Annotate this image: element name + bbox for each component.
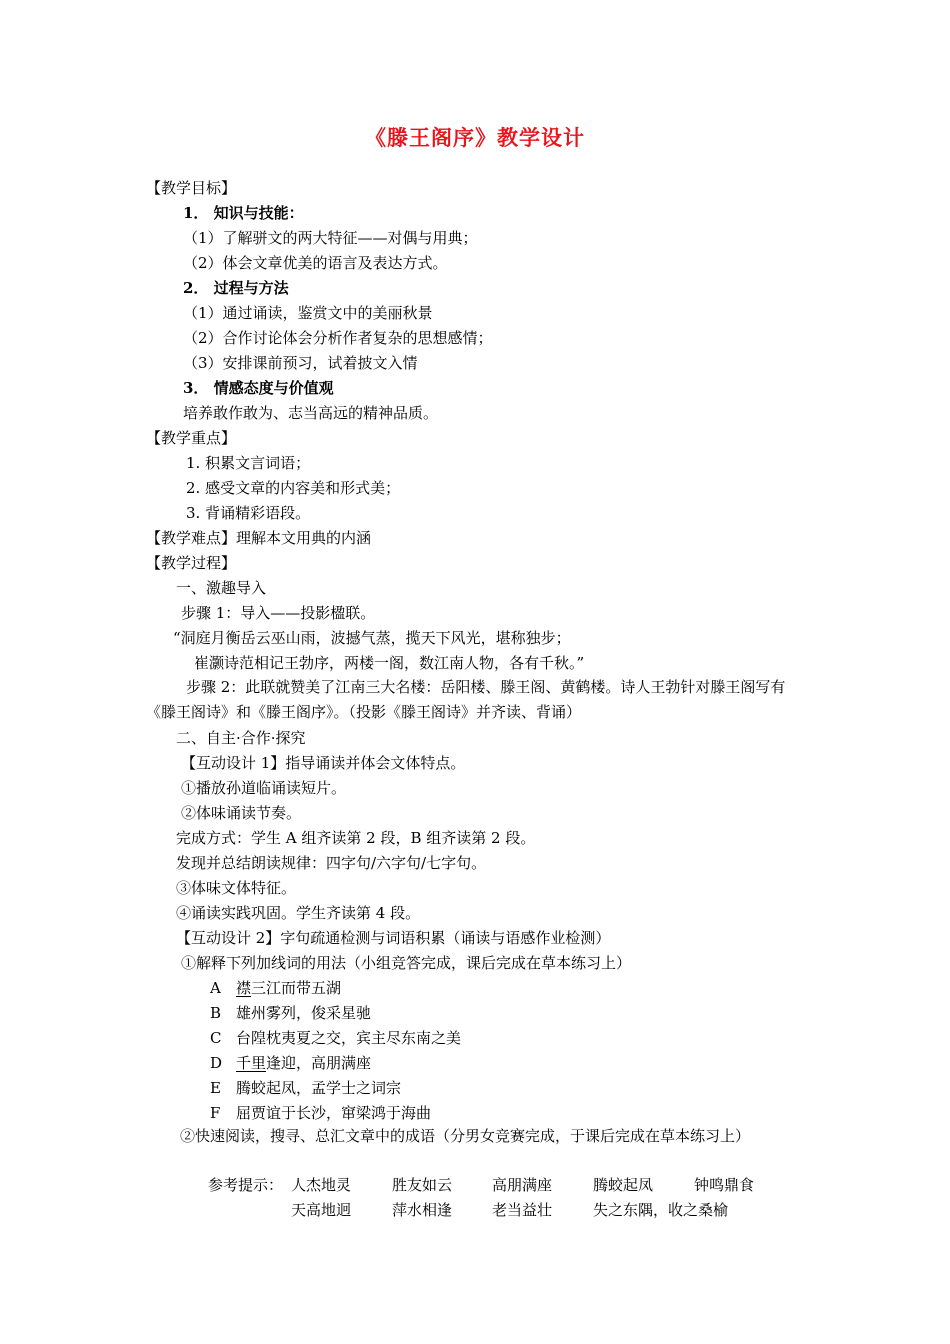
idiom: 高朋满座 bbox=[492, 1176, 553, 1194]
item-label: D bbox=[210, 1054, 223, 1072]
list-item bbox=[210, 1028, 461, 1048]
idiom: 胜友如云 bbox=[392, 1176, 453, 1194]
item-text: 屈贾谊于长沙，窜梁鸿于海曲 bbox=[236, 1104, 432, 1122]
text-line: 3. 背诵精彩语段。 bbox=[186, 504, 311, 522]
idiom: 腾蛟起凤 bbox=[593, 1176, 654, 1194]
objective-heading-values: 3． 情感态度与价值观 bbox=[183, 379, 334, 397]
item-text: 雄州雾列，俊采星驰 bbox=[236, 1004, 372, 1022]
list-item bbox=[210, 978, 341, 998]
text-line: （1）通过诵读，鉴赏文中的美丽秋景 bbox=[183, 304, 433, 322]
text-line: ④诵读实践巩固。学生齐读第 4 段。 bbox=[176, 904, 421, 922]
list-item bbox=[210, 1003, 371, 1023]
underlined-word: 襟 bbox=[236, 979, 252, 997]
list-item bbox=[210, 1053, 371, 1073]
text-line: 2. 感受文章的内容美和形式美； bbox=[186, 479, 401, 497]
text-line: 【互动设计 1】指导诵读并体会文体特点。 bbox=[181, 754, 466, 772]
text-line: 【互动设计 2】字句疏通检测与词语积累（诵读与语感作业检测） bbox=[176, 929, 611, 947]
idiom: 失之东隅，收之桑榆 bbox=[593, 1201, 729, 1219]
item-label: E bbox=[210, 1079, 221, 1097]
list-item bbox=[210, 1078, 401, 1098]
hint-label: 参考提示： bbox=[208, 1176, 284, 1194]
idiom: 萍水相逢 bbox=[392, 1201, 453, 1219]
paragraph: ②快速阅读，搜寻、总汇文章中的成语（分男女竞赛完成，于课后完成在草本练习上） bbox=[180, 1127, 751, 1145]
item-text: 三江而带五湖 bbox=[251, 979, 342, 997]
text-line: 二、自主·合作·探究 bbox=[176, 729, 306, 747]
text-line: 步骤 1：导入——投影楹联。 bbox=[181, 604, 376, 622]
text-line: 一、激趣导入 bbox=[176, 579, 267, 597]
paragraph: 步骤 2：此联就赞美了江南三大名楼：岳阳楼、滕王阁、黄鹤楼。诗人王勃针对滕王阁写有《滕王阁诗》和《滕王阁序》。（投影《滕王阁诗》并齐读、背诵） bbox=[146, 678, 786, 721]
item-label: A bbox=[210, 979, 221, 997]
section-heading-process: 【教学过程】 bbox=[146, 554, 237, 572]
list-item bbox=[210, 1103, 431, 1123]
item-label: F bbox=[210, 1104, 221, 1122]
idiom: 人杰地灵 bbox=[291, 1176, 352, 1194]
section-heading-keypoints: 【教学重点】 bbox=[146, 429, 237, 447]
document-title: 《滕王阁序》教学设计 bbox=[365, 125, 585, 150]
text-line: 培养敢作敢为、志当高远的精神品质。 bbox=[183, 404, 439, 422]
couplet-line: 崔灏诗范相记王勃序，两楼一阁，数江南人物，各有千秋。” bbox=[194, 654, 585, 672]
item-label: B bbox=[210, 1004, 222, 1022]
item-text: 腾蛟起凤，孟学士之词宗 bbox=[236, 1079, 402, 1097]
idiom: 天高地迥 bbox=[291, 1201, 352, 1219]
text-line: ②体味诵读节奏。 bbox=[181, 804, 302, 822]
couplet-line: “洞庭月衡岳云巫山雨，波撼气蒸，揽天下风光，堪称独步； bbox=[173, 629, 571, 647]
text-line: ①播放孙道临诵读短片。 bbox=[181, 779, 347, 797]
text-line: （3）安排课前预习，试着披文入情 bbox=[183, 354, 418, 372]
text-line: 发现并总结朗读规律：四字句/六字句/七字句。 bbox=[176, 854, 487, 872]
text-line: （2）体会文章优美的语言及表达方式。 bbox=[183, 254, 448, 272]
text-line: ①解释下列加线词的用法（小组竞答完成，课后完成在草本练习上） bbox=[181, 954, 632, 972]
text-line: （1）了解骈文的两大特征——对偶与用典； bbox=[183, 229, 478, 247]
item-label: C bbox=[210, 1029, 222, 1047]
section-heading-difficulty: 【教学难点】理解本文用典的内涵 bbox=[146, 529, 372, 547]
item-text: 台隍枕夷夏之交，宾主尽东南之美 bbox=[236, 1029, 462, 1047]
idiom: 老当益壮 bbox=[492, 1201, 553, 1219]
text-line: 1. 积累文言词语； bbox=[186, 454, 311, 472]
objective-heading-knowledge: 1． 知识与技能： bbox=[183, 204, 304, 222]
text-line: （2）合作讨论体会分析作者复杂的思想感情； bbox=[183, 329, 493, 347]
objective-heading-process: 2． 过程与方法 bbox=[183, 279, 289, 297]
underlined-word: 千里 bbox=[236, 1054, 267, 1072]
section-heading-objectives: 【教学目标】 bbox=[146, 179, 237, 197]
idiom: 钟鸣鼎食 bbox=[694, 1176, 755, 1194]
item-text: 逢迎，高朋满座 bbox=[266, 1054, 372, 1072]
text-line: ③体味文体特征。 bbox=[176, 879, 297, 897]
text-line: 完成方式：学生 A 组齐读第 2 段，B 组齐读第 2 段。 bbox=[176, 829, 536, 847]
